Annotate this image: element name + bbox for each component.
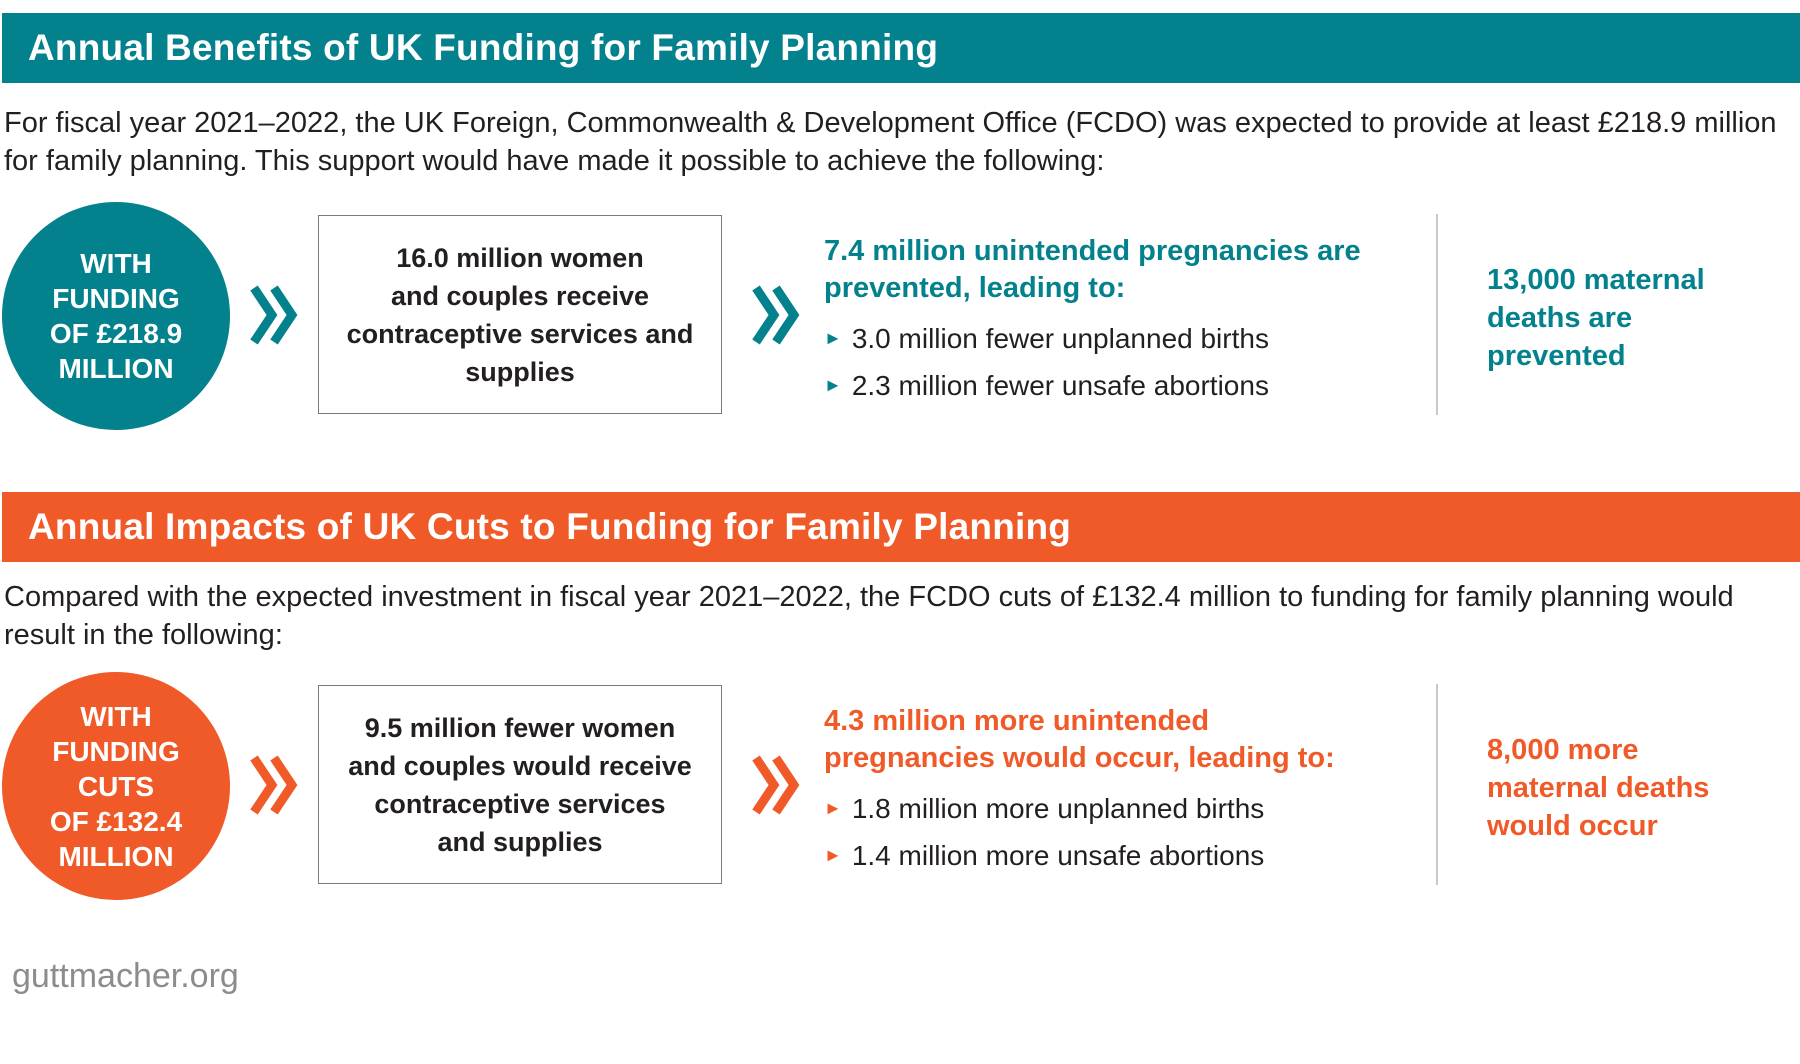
- benefits-women-text: 16.0 million women and couples receive contraceptive services and supplies: [346, 242, 694, 387]
- benefits-pregnancies-heading: 7.4 million unintended pregnancies are prevented, leading to:: [824, 235, 1361, 304]
- list-item: [824, 315, 1424, 362]
- impacts-women-box: [318, 685, 722, 884]
- benefits-funding-circle: [2, 202, 230, 430]
- benefits-abortions-text: 2.3 million fewer unsafe abortions: [851, 370, 1269, 401]
- chevron-double-right-icon: [250, 284, 300, 346]
- bullet-triangle-icon: ►: [824, 375, 842, 395]
- impacts-births-text: 1.8 million more unplanned births: [851, 793, 1265, 824]
- impacts-title: Annual Impacts of UK Cuts to Funding for Family Planning: [28, 506, 1072, 547]
- impacts-outcome-list: [824, 785, 1424, 879]
- bullet-triangle-icon: ►: [824, 845, 842, 865]
- impacts-maternal-deaths: 8,000 more maternal deaths would occur: [1487, 734, 1710, 842]
- benefits-divider: [1436, 214, 1438, 415]
- benefits-maternal-deaths: 13,000 maternal deaths are prevented: [1487, 264, 1705, 372]
- impacts-abortions-text: 1.4 million more unsafe abortions: [851, 840, 1265, 871]
- list-item: [824, 832, 1424, 879]
- chevron-double-right-icon: [752, 754, 802, 816]
- bullet-triangle-icon: ►: [824, 328, 842, 348]
- benefits-outcome-list: [824, 315, 1424, 409]
- impacts-funding-label: WITH FUNDING CUTS OF £132.4 MILLION: [49, 700, 183, 872]
- benefits-women-box: [318, 215, 722, 414]
- list-item: [824, 362, 1424, 409]
- benefits-intro: For fiscal year 2021–2022, the UK Foreign, Commonwealth & Development Office (FCDO) was expected to provide at least £218.9 million for family planning. This support would have made it possible to achieve the following:: [4, 107, 1777, 177]
- benefits-pregnancies-result: [824, 233, 1424, 409]
- bullet-triangle-icon: ►: [824, 798, 842, 818]
- footer-source[interactable]: guttmacher.org: [12, 957, 239, 995]
- impacts-banner: [2, 492, 1800, 562]
- impacts-pregnancies-result: [824, 703, 1424, 879]
- impacts-pregnancies-heading: 4.3 million more unintended pregnancies would occur, leading to:: [824, 705, 1335, 774]
- benefits-banner: [2, 13, 1800, 83]
- impacts-divider: [1436, 684, 1438, 885]
- impacts-women-text: 9.5 million fewer women and couples would receive contraceptive services and supplies: [348, 712, 692, 857]
- benefits-title: Annual Benefits of UK Funding for Family Planning: [28, 27, 939, 68]
- benefits-funding-label: WITH FUNDING OF £218.9 MILLION: [49, 248, 183, 384]
- impacts-funding-circle: [2, 672, 230, 900]
- impacts-intro: Compared with the expected investment in fiscal year 2021–2022, the FCDO cuts of £132.4 million to funding for family planning would result in the following:: [4, 581, 1734, 651]
- benefits-births-text: 3.0 million fewer unplanned births: [851, 323, 1269, 354]
- list-item: [824, 785, 1424, 832]
- chevron-double-right-icon: [752, 284, 802, 346]
- chevron-double-right-icon: [250, 754, 300, 816]
